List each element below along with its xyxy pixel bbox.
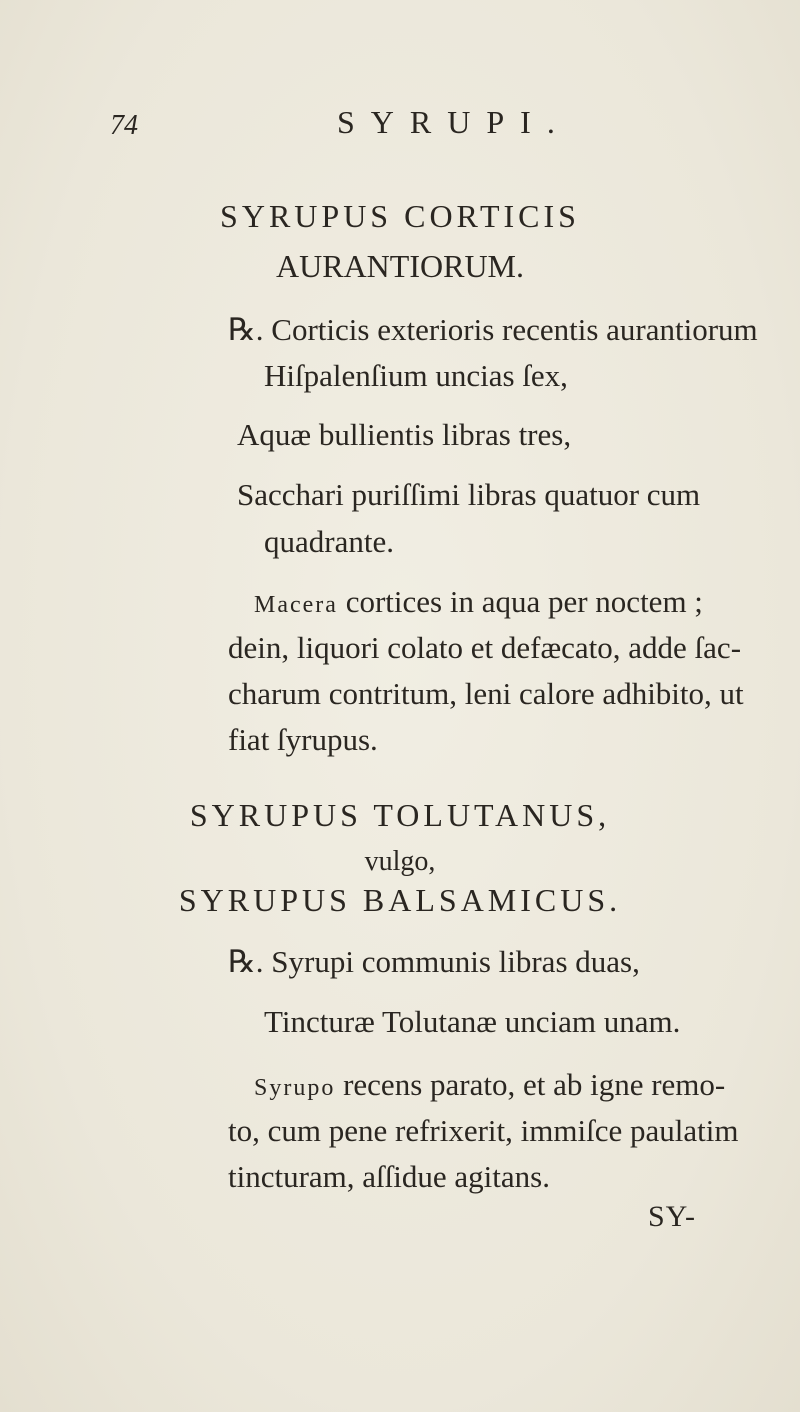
recipe1-title-line1: SYRUPUS CORTICIS <box>220 198 580 234</box>
recipe2-method-line-1 <box>254 1065 725 1108</box>
catchword: SY- <box>648 1200 697 1233</box>
recipe1-title-line2: AURANTIORUM. <box>276 248 524 284</box>
page-header <box>0 100 800 150</box>
recipe2-method-line-3: tincturam, aſſidue agitans. <box>228 1159 550 1194</box>
recipe1-method-line-2: dein, liquori colato et defæcato, adde ſac- <box>228 630 742 665</box>
recipe2-method-line-1-rest: recens parato, et ab igne remo- <box>335 1067 726 1102</box>
recipe2-title-line1: SYRUPUS TOLUTANUS, <box>189 797 611 833</box>
recipe1-ingredient-3-cont: quadrante. <box>264 524 394 559</box>
recipe1-method-line-4: fiat ſyrupus. <box>228 722 378 757</box>
recipe1-method-first-word: Macera <box>254 592 338 618</box>
recipe1-ingredient-2: Aquæ bullientis libras tres, <box>237 417 572 452</box>
recipe2-ingredient-1: ℞. Syrupi communis libras duas, <box>228 944 640 979</box>
recipe1-method-line-1 <box>254 582 703 625</box>
running-head: SYRUPI. <box>337 104 571 140</box>
recipe1-method-line-3: charum contritum, leni calore adhibito, ut <box>228 676 744 711</box>
recipe2-method-line-2: to, cum pene refrixerit, immiſce paulatim <box>228 1113 739 1148</box>
recipe2-method-first-word: Syrupo <box>254 1075 336 1101</box>
recipe1-ingredient-3: Sacchari puriſſimi libras quatuor cum <box>237 477 701 512</box>
recipe2-title-line3: SYRUPUS BALSAMICUS. <box>178 882 622 918</box>
page-number: 74 <box>110 110 138 141</box>
recipe1-ingredient-1-cont: Hiſpalenſium uncias ſex, <box>264 358 568 393</box>
recipe1-ingredient-1: ℞. Corticis exterioris recentis aurantiorum <box>228 312 758 347</box>
recipe2-ingredient-2: Tincturæ Tolutanæ unciam unam. <box>264 1004 681 1039</box>
recipe1-method-line-1-rest: cortices in aqua per noctem ; <box>337 584 703 619</box>
recipe2-title-line2: vulgo, <box>364 846 436 877</box>
